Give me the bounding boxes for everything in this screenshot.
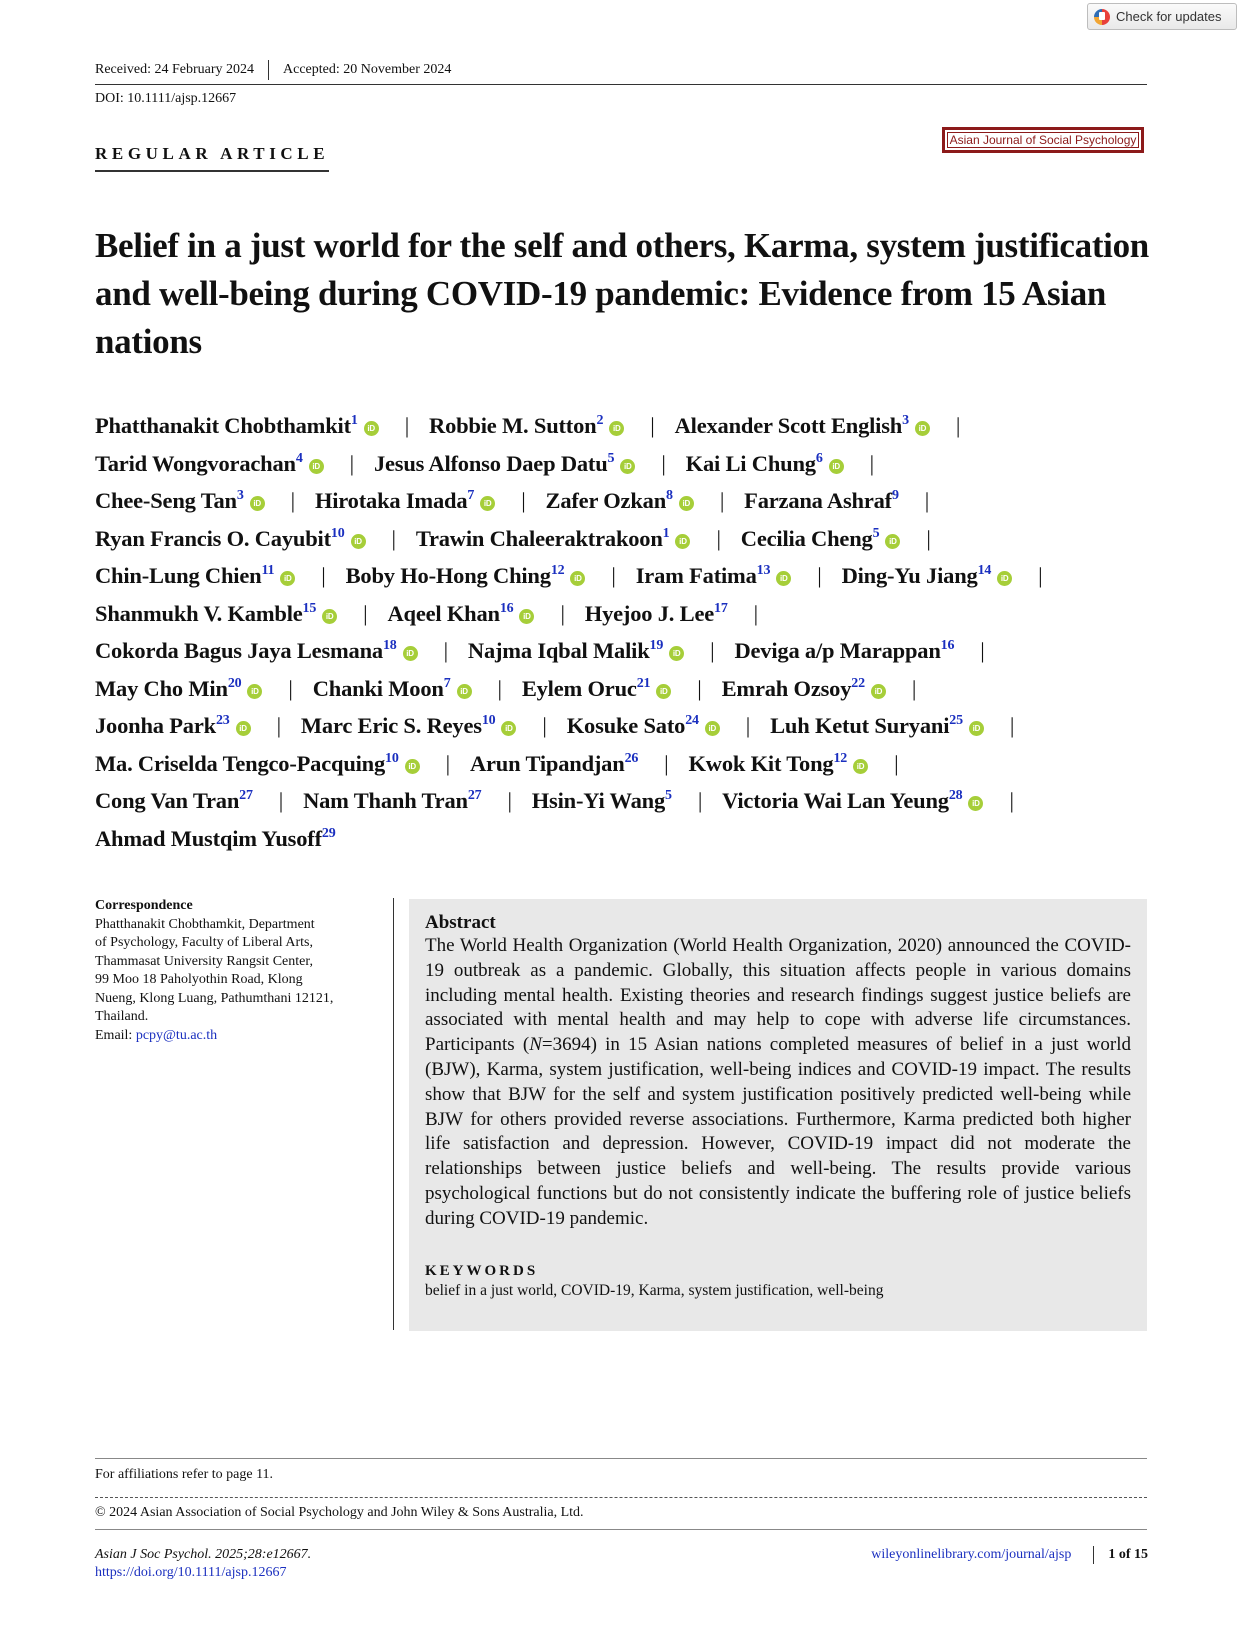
author-separator: | — [276, 713, 281, 738]
author-separator: | — [1038, 563, 1043, 588]
author-separator: | — [542, 713, 547, 738]
footnote-rule — [95, 1458, 1147, 1459]
author-name: Kosuke Sato — [566, 713, 686, 738]
orcid-icon[interactable]: iD — [969, 721, 984, 736]
abstract-text — [425, 934, 1131, 1232]
check-for-updates-button[interactable] — [1087, 3, 1237, 30]
affiliation-number[interactable]: 18 — [382, 638, 397, 653]
author — [744, 488, 899, 513]
abstract-heading: Abstract — [425, 912, 496, 933]
author-separator: | — [521, 488, 526, 513]
orcid-icon[interactable]: iD — [247, 684, 262, 699]
author — [722, 676, 886, 701]
affiliation-number[interactable]: 16 — [940, 638, 955, 653]
orcid-icon[interactable]: iD — [403, 646, 418, 661]
author — [686, 451, 844, 476]
author-separator: | — [560, 600, 565, 626]
orcid-icon[interactable]: iD — [250, 496, 265, 511]
affiliation-number[interactable]: 23 — [215, 713, 230, 728]
author-separator: | — [1009, 713, 1015, 738]
orcid-icon[interactable]: iD — [322, 609, 337, 624]
author — [532, 788, 672, 813]
author-name: Kai Li Chung — [685, 450, 816, 476]
author-separator: | — [817, 563, 822, 588]
orcid-icon[interactable]: iD — [364, 421, 379, 436]
author — [315, 488, 495, 513]
author-line — [95, 632, 1155, 670]
orcid-icon[interactable]: iD — [656, 684, 671, 699]
author-separator: | — [661, 450, 666, 476]
author-name: Alexander Scott English — [674, 413, 903, 438]
correspondence-line: 99 Moo 18 Paholyothin Road, Klong — [95, 972, 303, 987]
orcid-icon[interactable]: iD — [853, 759, 868, 774]
author — [95, 563, 295, 588]
author-line — [95, 557, 1155, 595]
orcid-icon[interactable]: iD — [405, 759, 420, 774]
author-line — [95, 595, 1155, 633]
author-name: Zafer Ozkan — [545, 488, 667, 513]
author-name: Ahmad Mustqim Yusoff — [95, 825, 322, 851]
orcid-icon[interactable]: iD — [609, 421, 624, 436]
author-list — [95, 407, 1155, 857]
author-separator: | — [753, 600, 758, 626]
doi: DOI: 10.1111/ajsp.12667 — [95, 91, 237, 106]
footer-right — [871, 1546, 1148, 1564]
author-name: Ryan Francis O. Cayubit — [95, 525, 331, 551]
affiliation-number[interactable]: 5 — [607, 450, 615, 466]
author-separator: | — [926, 525, 931, 551]
author — [470, 751, 638, 776]
author-name: Deviga a/p Marappan — [734, 638, 941, 663]
author — [675, 413, 930, 438]
journal-link[interactable]: wileyonlinelibrary.com/journal/ajsp — [871, 1547, 1072, 1562]
affiliation-number[interactable]: 7 — [443, 675, 451, 691]
orcid-icon[interactable]: iD — [480, 496, 495, 511]
author-separator: | — [924, 488, 930, 513]
orcid-icon[interactable]: iD — [915, 421, 930, 436]
author-separator: | — [404, 413, 410, 438]
affiliation-number[interactable]: 17 — [714, 600, 728, 616]
author-name: Shanmukh V. Kamble — [95, 600, 303, 626]
author-name: Kwok Kit Tong — [688, 750, 834, 776]
orcid-icon[interactable]: iD — [236, 721, 251, 736]
email-line — [95, 1027, 370, 1046]
orcid-icon[interactable]: iD — [776, 571, 791, 586]
orcid-icon[interactable]: iD — [675, 534, 690, 549]
author-name: Hsin-Yi Wang — [531, 788, 666, 813]
article-dates — [95, 60, 451, 80]
author-name: Trawin Chaleeraktrakoon — [415, 525, 663, 551]
author — [95, 676, 262, 701]
author-name: Ding-Yu Jiang — [841, 563, 978, 588]
author-name: Cokorda Bagus Jaya Lesmana — [95, 638, 383, 663]
author-line — [95, 407, 1155, 445]
orcid-icon[interactable]: iD — [351, 534, 366, 549]
abstract-text-part: =3694) in 15 Asian nations completed measures of belief in a just world (BJW), Karma, system justification, well-being indices and COVID-19 impact. The results show that BJW for the self and system justification positively predicted well-being while BJW for others provided reverse associations. Furthermore, Karma predicted both higher life satisfaction and depression. However, COVID-19 impact did not moderate the relationships between justice beliefs and well-being. The results provide various psychological functions but do not consistently indicate the buffering role of justice beliefs during COVID-19 pandemic. — [425, 1034, 1131, 1229]
affiliation-number[interactable]: 22 — [851, 675, 865, 691]
copyright: © 2024 Asian Association of Social Psychology and John Wiley & Sons Australia, Ltd. — [95, 1505, 584, 1520]
author — [468, 638, 684, 663]
email-label: Email: — [95, 1027, 133, 1043]
author-name: Robbie M. Sutton — [429, 413, 597, 438]
author — [429, 413, 624, 438]
author-name: Cong Van Tran — [95, 788, 240, 813]
orcid-icon[interactable]: iD — [885, 534, 900, 549]
affiliation-number[interactable]: 15 — [302, 600, 317, 616]
author-line — [95, 670, 1155, 708]
orcid-icon[interactable]: iD — [997, 571, 1012, 586]
orcid-icon[interactable]: iD — [501, 721, 516, 736]
author-separator: | — [745, 713, 751, 738]
correspondence-line: of Psychology, Faculty of Liberal Arts, — [95, 935, 314, 950]
keywords: belief in a just world, COVID-19, Karma, system justification, well-being — [425, 1281, 884, 1299]
author — [585, 601, 728, 626]
author-separator: | — [497, 675, 502, 701]
author — [95, 638, 418, 663]
author-name: Joonha Park — [95, 713, 216, 738]
affiliation-number[interactable]: 27 — [467, 788, 482, 803]
author — [95, 788, 253, 813]
author-separator: | — [650, 413, 655, 438]
header-divider — [268, 60, 269, 80]
author-name: Eylem Oruc — [521, 675, 637, 701]
author-separator: | — [697, 675, 702, 701]
author-name: Ma. Criselda Tengco-Pacquing — [95, 750, 386, 776]
author — [567, 713, 720, 738]
author-separator: | — [278, 788, 284, 813]
author — [842, 563, 1013, 588]
author-separator: | — [443, 638, 448, 663]
affiliation-number[interactable]: 7 — [467, 488, 475, 503]
author-separator: | — [391, 525, 396, 551]
orcid-icon[interactable]: iD — [309, 459, 324, 474]
keywords-heading: KEYWORDS — [425, 1262, 539, 1279]
email-link[interactable]: pcpy@tu.ac.th — [135, 1027, 218, 1043]
column-divider — [393, 898, 394, 1330]
affiliation-number[interactable]: 29 — [321, 825, 336, 841]
affiliations-note: For affiliations refer to page 11. — [95, 1467, 274, 1482]
abstract-box — [409, 899, 1147, 1331]
orcid-icon[interactable]: iD — [570, 571, 585, 586]
author — [95, 751, 420, 776]
author — [636, 563, 792, 588]
author-separator: | — [955, 413, 961, 438]
author — [303, 788, 481, 813]
affiliation-number[interactable]: 24 — [685, 713, 699, 728]
author-separator: | — [445, 750, 450, 776]
author — [95, 601, 337, 626]
affiliation-number[interactable]: 12 — [833, 750, 848, 766]
orcid-icon[interactable]: iD — [679, 496, 694, 511]
orcid-icon[interactable]: iD — [669, 646, 684, 661]
author-line — [95, 520, 1155, 558]
affiliation-number[interactable]: 5 — [665, 788, 672, 803]
check-for-updates-label: Check for updates — [1116, 9, 1222, 24]
affiliation-number[interactable]: 25 — [949, 713, 963, 728]
author-line — [95, 820, 1155, 858]
author — [546, 488, 694, 513]
author-name: Boby Ho-Hong Ching — [345, 563, 551, 588]
affiliation-number[interactable]: 10 — [385, 750, 399, 766]
author-separator: | — [1009, 788, 1014, 813]
affiliation-number[interactable]: 8 — [666, 488, 673, 503]
author — [770, 713, 984, 738]
affiliation-number[interactable]: 1 — [662, 525, 670, 541]
affiliation-number[interactable]: 14 — [977, 563, 992, 578]
author-line — [95, 445, 1155, 483]
affiliation-number[interactable]: 10 — [330, 525, 345, 541]
crossmark-icon — [1094, 9, 1110, 25]
author-name: Farzana Ashraf — [744, 488, 892, 513]
author-separator: | — [363, 600, 368, 626]
accepted-date: Accepted: 20 November 2024 — [283, 62, 452, 77]
author-name: Victoria Wai Lan Yeung — [722, 788, 949, 813]
article-type: REGULAR ARTICLE — [95, 144, 329, 172]
citation: Asian J Soc Psychol. 2025;28:e12667. — [95, 1547, 312, 1562]
author — [95, 451, 324, 476]
article-title: Belief in a just world for the self and others, Karma, system justification and well-being during COVID-19 pandemic: Evidence from 15 Asian nations — [95, 226, 1149, 361]
affiliation-number[interactable]: 3 — [902, 413, 909, 428]
author-separator: | — [911, 675, 917, 701]
affiliation-number[interactable]: 10 — [481, 713, 496, 728]
author-name: Arun Tipandjan — [469, 750, 625, 776]
author — [741, 526, 901, 551]
n-symbol: N — [529, 1034, 542, 1056]
correspondence-line: Phatthanakit Chobthamkit, Department — [95, 916, 315, 932]
correspondence-line: Nueng, Klong Luang, Pathumthani 12121, — [95, 990, 334, 1006]
author-name: Chin-Lung Chien — [95, 563, 262, 588]
orcid-icon[interactable]: iD — [519, 609, 534, 624]
author-separator: | — [697, 788, 703, 813]
footer-rule — [95, 1529, 1147, 1530]
orcid-icon[interactable]: iD — [871, 684, 886, 699]
author — [722, 788, 983, 813]
doi-link[interactable]: https://doi.org/10.1111/ajsp.12667 — [95, 1565, 287, 1580]
correspondence-line: Thailand. — [95, 1009, 149, 1024]
author — [734, 638, 954, 663]
correspondence-heading: Correspondence — [95, 898, 193, 913]
author-separator: | — [869, 450, 874, 476]
author-line — [95, 782, 1155, 820]
author-name: Chee-Seng Tan — [95, 488, 237, 513]
author — [301, 713, 517, 738]
author-separator: | — [290, 488, 295, 513]
affiliation-number[interactable]: 11 — [261, 563, 275, 578]
author-name: Hyejoo J. Lee — [584, 600, 715, 626]
author-line — [95, 707, 1155, 745]
author-separator: | — [349, 450, 354, 476]
author-name: Emrah Ozsoy — [721, 675, 852, 701]
author-separator: | — [611, 563, 616, 588]
author-separator: | — [894, 750, 899, 776]
author-name: May Cho Min — [95, 675, 228, 701]
affiliation-number[interactable]: 12 — [550, 563, 565, 578]
affiliation-number[interactable]: 3 — [236, 488, 244, 503]
affiliation-number[interactable]: 20 — [227, 675, 242, 691]
orcid-icon[interactable]: iD — [457, 684, 472, 699]
orcid-icon[interactable]: iD — [280, 571, 295, 586]
orcid-icon[interactable]: iD — [829, 459, 844, 474]
author-name: Jesus Alfonso Daep Datu — [373, 450, 608, 476]
author-separator: | — [288, 675, 293, 701]
author — [346, 563, 586, 588]
affiliation-number[interactable]: 1 — [350, 413, 358, 428]
author — [95, 826, 336, 851]
affiliation-number[interactable]: 5 — [872, 525, 880, 541]
affiliation-number[interactable]: 28 — [948, 788, 963, 803]
author-line — [95, 745, 1155, 783]
affiliation-number[interactable]: 13 — [756, 563, 771, 578]
citation-block — [95, 1546, 311, 1582]
affiliation-number[interactable]: 16 — [499, 600, 514, 616]
affiliation-number[interactable]: 9 — [891, 488, 899, 503]
author-name: Iram Fatima — [635, 563, 757, 588]
journal-logo-text: Asian Journal of Social Psychology — [949, 133, 1137, 147]
orcid-icon[interactable]: iD — [705, 721, 720, 736]
author-name: Nam Thanh Tran — [303, 788, 468, 813]
author-line — [95, 482, 1155, 520]
author-separator: | — [980, 638, 985, 663]
affiliation-number[interactable]: 26 — [624, 750, 639, 766]
footer-divider — [1093, 1546, 1094, 1564]
author-separator: | — [719, 488, 725, 513]
author — [95, 713, 251, 738]
abstract-text-part: The World Health Organization (World Health Organization, 2020) announced the COVID-19 outbreak as a pandemic. Globally, this situation affects people in various domains including mental health. Existing theories and research findings suggest justice beliefs are associated with mental health and may help to cope with adverse life circumstances. Participants ( — [425, 935, 1131, 1056]
affiliation-number[interactable]: 21 — [636, 675, 651, 691]
author — [387, 601, 534, 626]
author-separator: | — [710, 638, 715, 663]
affiliation-number[interactable]: 19 — [649, 638, 664, 653]
correspondence-line: Thammasat University Rangsit Center, — [95, 953, 313, 969]
header-rule — [95, 84, 1147, 85]
author — [522, 676, 671, 701]
page-number: 1 of 15 — [1108, 1547, 1148, 1562]
affiliation-number[interactable]: 4 — [295, 450, 303, 466]
author-separator: | — [507, 788, 512, 813]
author — [95, 526, 366, 551]
journal-logo — [942, 127, 1144, 153]
affiliation-number[interactable]: 6 — [815, 450, 823, 466]
author — [95, 413, 379, 438]
orcid-icon[interactable]: iD — [968, 796, 983, 811]
received-date: Received: 24 February 2024 — [95, 62, 255, 77]
author-name: Cecilia Cheng — [740, 525, 873, 551]
author-separator: | — [664, 750, 669, 776]
author-name: Aqeel Khan — [387, 600, 500, 626]
author-name: Luh Ketut Suryani — [770, 713, 950, 738]
author-name: Hirotaka Imada — [314, 488, 468, 513]
author — [313, 676, 472, 701]
author-separator: | — [321, 563, 326, 588]
author-name: Phatthanakit Chobthamkit — [95, 413, 351, 438]
author-name: Najma Iqbal Malik — [467, 638, 650, 663]
author-separator: | — [716, 525, 721, 551]
affiliation-number[interactable]: 2 — [596, 413, 604, 428]
correspondence — [95, 897, 370, 1045]
author — [95, 488, 265, 513]
dashed-rule — [95, 1497, 1147, 1498]
affiliation-number[interactable]: 27 — [239, 788, 253, 803]
author-name: Chanki Moon — [312, 675, 444, 701]
orcid-icon[interactable]: iD — [620, 459, 635, 474]
author — [416, 526, 691, 551]
author — [688, 751, 868, 776]
author-name: Tarid Wongvorachan — [95, 450, 296, 476]
author — [374, 451, 635, 476]
author-name: Marc Eric S. Reyes — [300, 713, 482, 738]
